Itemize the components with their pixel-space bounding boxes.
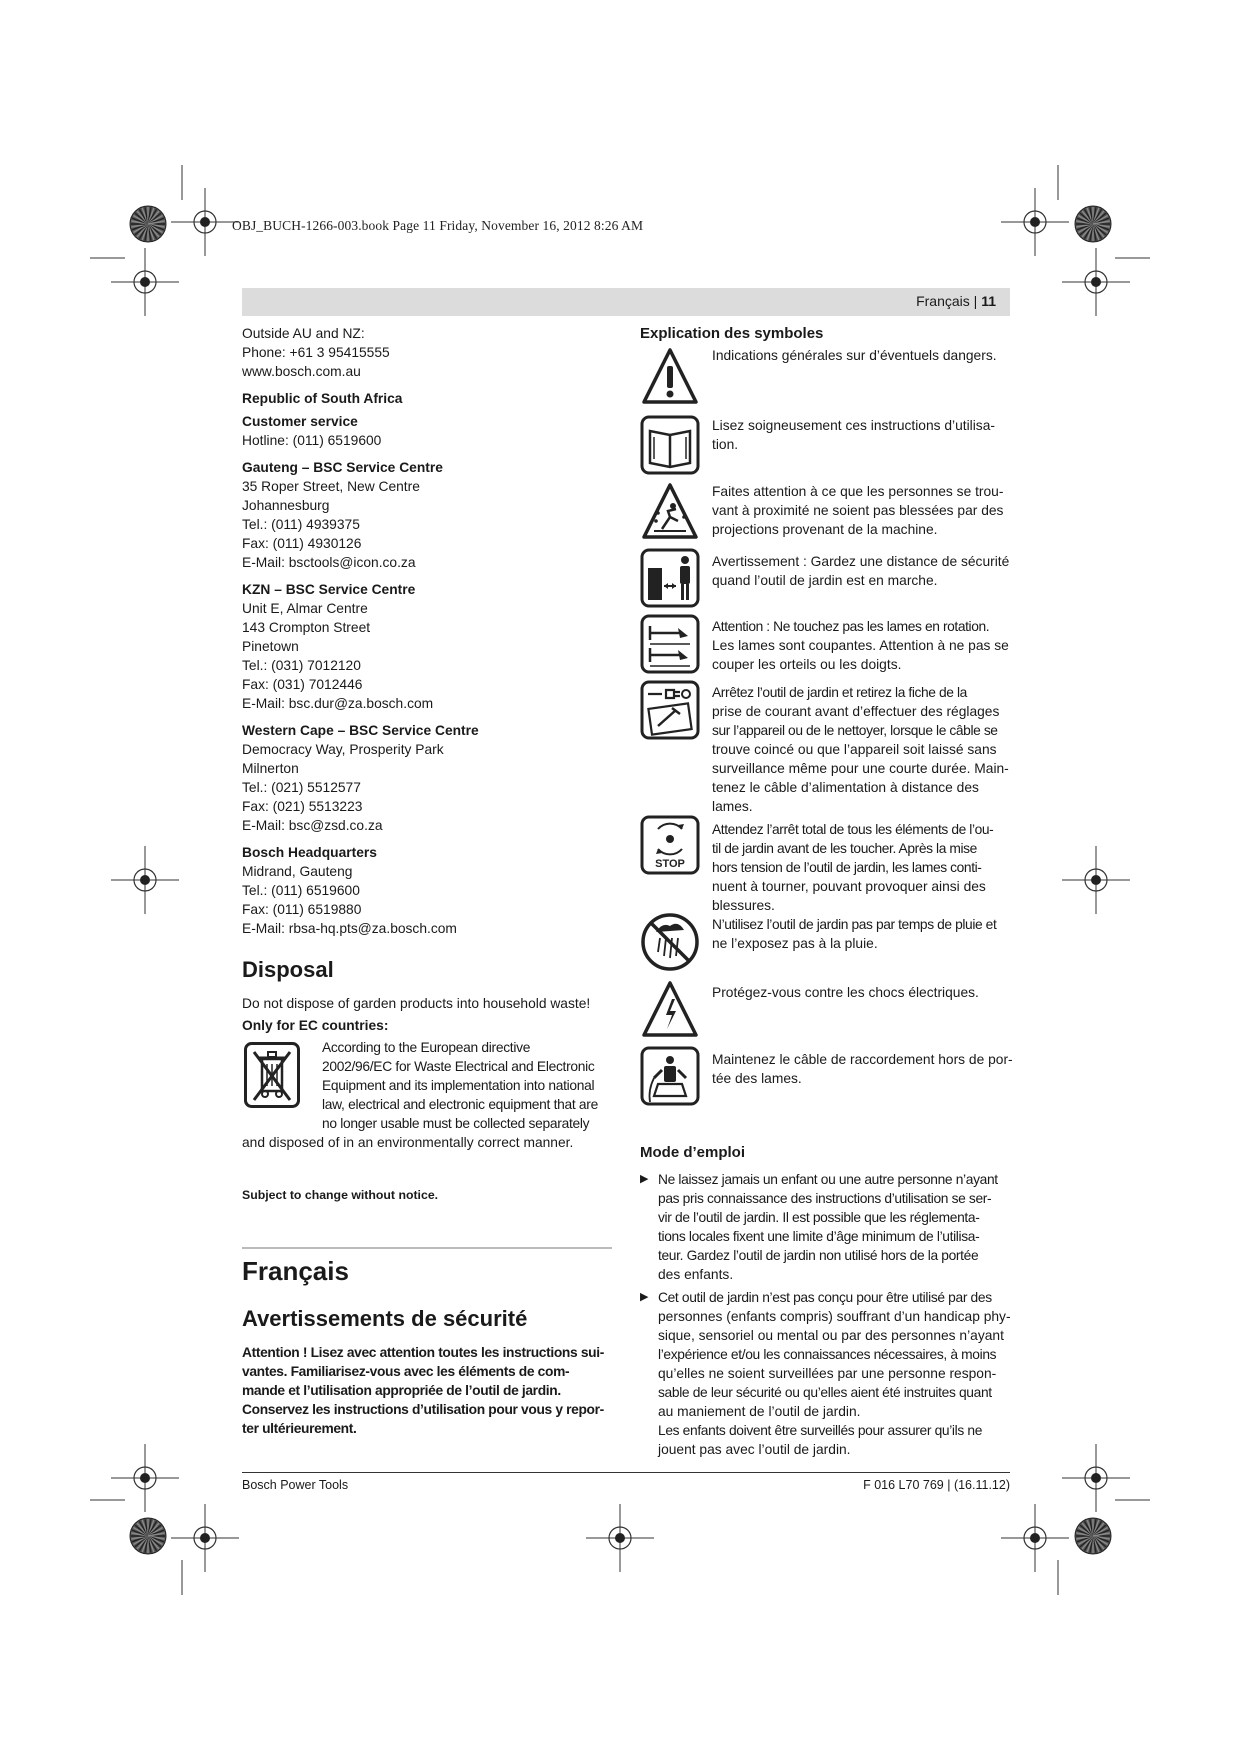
contact-title: KZN – BSC Service Centre	[242, 582, 416, 597]
weee-line: no longer usable must be collected separately	[322, 1116, 590, 1131]
symbol-description-line: hors tension de l’outil de jardin, les lames conti-	[712, 860, 982, 875]
instruction-line: vir de l’outil de jardin. Il est possible que les réglementa-	[658, 1210, 980, 1225]
symbol-description-line: tenez le câble d’alimentation à distance des	[712, 780, 979, 795]
contact-line: Tel.: (011) 6519600	[242, 883, 360, 898]
mode-heading: Mode d’emploi	[640, 1144, 745, 1161]
contact-line: Tel.: (021) 5512577	[242, 780, 361, 795]
contact-line: E-Mail: bsc@zsd.co.za	[242, 818, 383, 833]
thrown-objects-icon	[640, 481, 700, 541]
weee-line: 2002/96/EC for Waste Electrical and Electronic	[322, 1059, 595, 1074]
header-page-number: 11	[981, 293, 996, 309]
weee-line: Equipment and its implementation into national	[322, 1078, 595, 1093]
contact-title: Western Cape – BSC Service Centre	[242, 723, 479, 738]
symbol-description-line: trouve coincé ou que l’appareil soit laissé sans	[712, 742, 997, 757]
ec-countries-title: Only for EC countries:	[242, 1018, 389, 1033]
contact-line: Democracy Way, Prosperity Park	[242, 742, 444, 757]
symbol-description	[712, 346, 1016, 365]
intro-block	[242, 324, 612, 381]
symbol-description-line: Maintenez le câble de raccordement hors de por-	[712, 1052, 1013, 1067]
print-file-mark: OBJ_BUCH-1266-003.book Page 11 Friday, November 16, 2012 8:26 AM	[232, 218, 644, 233]
symbol-description	[712, 915, 1016, 953]
safety-warning-line: Conservez les instructions d’utilisation pour vous y repor-	[242, 1402, 604, 1417]
header-language: Français	[916, 293, 970, 309]
symbol-description	[712, 820, 1016, 915]
crosshair-mark	[1062, 846, 1130, 914]
crosshair-mark	[111, 846, 179, 914]
symbol-description-line: prise de courant avant d’effectuer des réglages	[712, 704, 1000, 719]
weee-block	[242, 1038, 612, 1133]
symbol-description-line: lames.	[712, 799, 753, 814]
symbol-description	[712, 617, 1016, 674]
sharp-blades-icon	[640, 614, 700, 674]
weee-line: According to the European directive	[322, 1040, 531, 1055]
instruction-line: pas pris connaissance des instructions d’utilisation se ser-	[658, 1191, 992, 1206]
change-notice: Subject to change without notice.	[242, 1188, 439, 1202]
color-target-mark	[130, 1518, 166, 1554]
instruction-line: Ne laissez jamais un enfant ou une autre personne n’ayant	[658, 1172, 998, 1187]
weee-last-line: and disposed of in an environmentally correct manner.	[242, 1135, 574, 1150]
contact-line: E-Mail: bsctools@icon.co.za	[242, 555, 416, 570]
left-column	[242, 324, 612, 1438]
intro-line: Outside AU and NZ:	[242, 326, 365, 341]
crosshair-mark	[1062, 1444, 1130, 1512]
read-manual-icon	[640, 415, 700, 475]
color-target-mark	[130, 206, 166, 242]
instruction-line: jouent pas avec l’outil de jardin.	[658, 1442, 851, 1457]
no-rain-icon	[640, 912, 700, 972]
symbol-description	[712, 683, 1016, 816]
symbol-description-line: tée des lames.	[712, 1071, 802, 1086]
safety-warning-line: Attention ! Lisez avec attention toutes les instructions sui-	[242, 1345, 604, 1360]
instruction-line: des enfants.	[658, 1267, 734, 1282]
contact-line: Fax: (021) 5513223	[242, 799, 363, 814]
instruction-line: au maniement de l’outil de jardin.	[658, 1404, 861, 1419]
symbol-description-line: quand l’outil de jardin est en marche.	[712, 573, 938, 588]
symbol-description-line: Faites attention à ce que les personnes se trou-	[712, 484, 1004, 499]
weee-text	[322, 1038, 612, 1133]
crosshair-mark	[111, 1444, 179, 1512]
symbol-description-line: surveillance même pour une courte durée. Main-	[712, 761, 1009, 776]
instruction-line: Les enfants doivent être surveillés pour assurer qu’ils ne	[658, 1423, 983, 1438]
footer-left: Bosch Power Tools	[242, 1478, 349, 1492]
symbol-description	[712, 1050, 1016, 1088]
crosshair-mark	[1001, 188, 1069, 256]
contact-block	[242, 721, 612, 835]
symbol-description-line: couper les orteils ou les doigts.	[712, 657, 902, 672]
symbol-description-line: ne l’exposez pas à la pluie.	[712, 936, 878, 951]
instruction-line: personnes (enfants compris) souffrant d’un handicap phy-	[658, 1309, 1011, 1324]
symbol-description-line: Indications générales sur d’éventuels dangers.	[712, 348, 997, 363]
contact-line: 35 Roper Street, New Centre	[242, 479, 420, 494]
contact-line: Tel.: (011) 4939375	[242, 517, 360, 532]
contacts-list	[242, 412, 612, 938]
symbol-description-line: Arrêtez l’outil de jardin et retirez la fiche de la	[712, 685, 967, 700]
symbol-description-line: Avertissement : Gardez une distance de sécurité	[712, 554, 1010, 569]
bullet-arrow-icon: ▶	[640, 1173, 649, 1185]
unplug-icon	[640, 680, 700, 740]
contact-title: Gauteng – BSC Service Centre	[242, 460, 443, 475]
contact-line: E-Mail: bsc.dur@za.bosch.com	[242, 696, 434, 711]
symbol-description-line: Les lames sont coupantes. Attention à ne pas se	[712, 638, 1009, 653]
symbol-description-line: Lisez soigneusement ces instructions d’utilisa-	[712, 418, 995, 433]
instruction-line: teur. Gardez l’outil de jardin non utilisé hors de la portée	[658, 1248, 979, 1263]
safety-warning	[242, 1343, 612, 1438]
electric-shock-icon	[640, 979, 700, 1039]
intro-line: Phone: +61 3 95415555	[242, 345, 390, 360]
contact-block	[242, 843, 612, 938]
francais-section	[242, 1247, 612, 1438]
symbol-description-line: tion.	[712, 437, 739, 452]
instruction-bullet	[640, 1288, 1012, 1459]
intro-line: www.bosch.com.au	[242, 364, 361, 379]
safety-warning-line: mande et l’utilisation appropriée de l’outil de jardin.	[242, 1383, 561, 1398]
instruction-line: sique, sensoriel ou mental ou par des personnes n’ayant	[658, 1328, 1004, 1343]
contact-line: Pinetown	[242, 639, 299, 654]
page-header-text	[916, 293, 996, 309]
crosshair-mark	[171, 1504, 239, 1572]
mode-bullets	[640, 1170, 1012, 1459]
header-separator: |	[973, 293, 978, 309]
safety-subheading: Avertissements de sécurité	[242, 1306, 528, 1331]
symbol-description-line: projections provenant de la machine.	[712, 522, 938, 537]
safety-warning-line: ter ultérieurement.	[242, 1421, 357, 1436]
footer-rule	[242, 1472, 1010, 1473]
symbol-description-line: Attention : Ne touchez pas les lames en rotation.	[712, 619, 990, 634]
cable-away-icon	[640, 1046, 700, 1106]
instruction-bullet	[640, 1170, 1012, 1284]
footer-right: F 016 L70 769 | (16.11.12)	[863, 1478, 1010, 1492]
symbol-description-line: Protégez-vous contre les chocs électriques.	[712, 985, 979, 1000]
contact-line: Midrand, Gauteng	[242, 864, 353, 879]
contact-title: Customer service	[242, 414, 358, 429]
page-header-bar	[242, 288, 1010, 316]
crosshair-mark	[171, 188, 239, 256]
contact-line: Johannesburg	[242, 498, 330, 513]
symbol-description-line: sur l’appareil ou de le nettoyer, lorsque le câble se	[712, 723, 998, 738]
crosshair-mark	[586, 1504, 654, 1572]
symbol-description-line: vant à proximité ne soient pas blessées par des	[712, 503, 1004, 518]
symbol-description-line: N’utilisez l’outil de jardin pas par temps de pluie et	[712, 917, 997, 932]
symbol-description	[712, 552, 1016, 590]
francais-heading: Français	[242, 1256, 349, 1286]
stop-rotation-icon	[640, 815, 700, 875]
instruction-line: qu’elles ne soient surveillées par une personne respon-	[658, 1366, 997, 1381]
disposal-text: Do not dispose of garden products into household waste!	[242, 996, 591, 1011]
contact-line: Fax: (011) 6519880	[242, 902, 362, 917]
color-target-mark	[1075, 206, 1111, 242]
svg-text:STOP: STOP	[655, 858, 685, 870]
disposal-section	[242, 956, 612, 1205]
disposal-heading: Disposal	[242, 957, 334, 982]
general-danger-icon	[640, 346, 700, 406]
contact-block	[242, 580, 612, 713]
contact-line: E-Mail: rbsa-hq.pts@za.bosch.com	[242, 921, 457, 936]
contact-block	[242, 458, 612, 572]
contact-line: Fax: (011) 4930126	[242, 536, 362, 551]
symbol-description	[712, 416, 1016, 454]
south-africa-title: Republic of South Africa	[242, 391, 403, 406]
instruction-line: Cet outil de jardin n’est pas conçu pour être utilisé par des	[658, 1290, 992, 1305]
symbol-description-line: Attendez l’arrêt total de tous les éléments de l’ou-	[712, 822, 994, 837]
bullet-arrow-icon: ▶	[640, 1291, 649, 1303]
contact-line: 143 Crompton Street	[242, 620, 371, 635]
instruction-line: sable de leur sécurité ou qu’elles aient été instruites quant	[658, 1385, 992, 1400]
instruction-line: l’expérience et/ou les connaissances nécessaires, à moins	[658, 1347, 997, 1362]
contact-line: Tel.: (031) 7012120	[242, 658, 361, 673]
contact-line: Fax: (031) 7012446	[242, 677, 363, 692]
contact-line: Milnerton	[242, 761, 299, 776]
contact-title: Bosch Headquarters	[242, 845, 377, 860]
instruction-line: tions locales fixent une limite d’âge minimum de l’utilisa-	[658, 1229, 980, 1244]
safety-distance-icon	[640, 548, 700, 608]
symbol-description	[712, 482, 1016, 539]
contact-line: Hotline: (011) 6519600	[242, 433, 382, 448]
color-target-mark	[1075, 1518, 1111, 1554]
symbol-description-line: til de jardin avant de les toucher. Après la mise	[712, 841, 977, 856]
symbol-description-line: blessures.	[712, 898, 775, 913]
weee-line: law, electrical and electronic equipment that are	[322, 1097, 598, 1112]
safety-warning-line: vantes. Familiarisez-vous avec les éléments de com-	[242, 1364, 570, 1379]
symbol-description-line: nuent à tourner, pouvant provoquer ainsi des	[712, 879, 986, 894]
crosshair-mark	[1001, 1504, 1069, 1572]
contact-line: Unit E, Almar Centre	[242, 601, 368, 616]
weee-bin-icon	[244, 1042, 300, 1108]
contact-block	[242, 412, 612, 450]
symbol-description	[712, 983, 1016, 1002]
symbols-heading: Explication des symboles	[640, 325, 824, 342]
